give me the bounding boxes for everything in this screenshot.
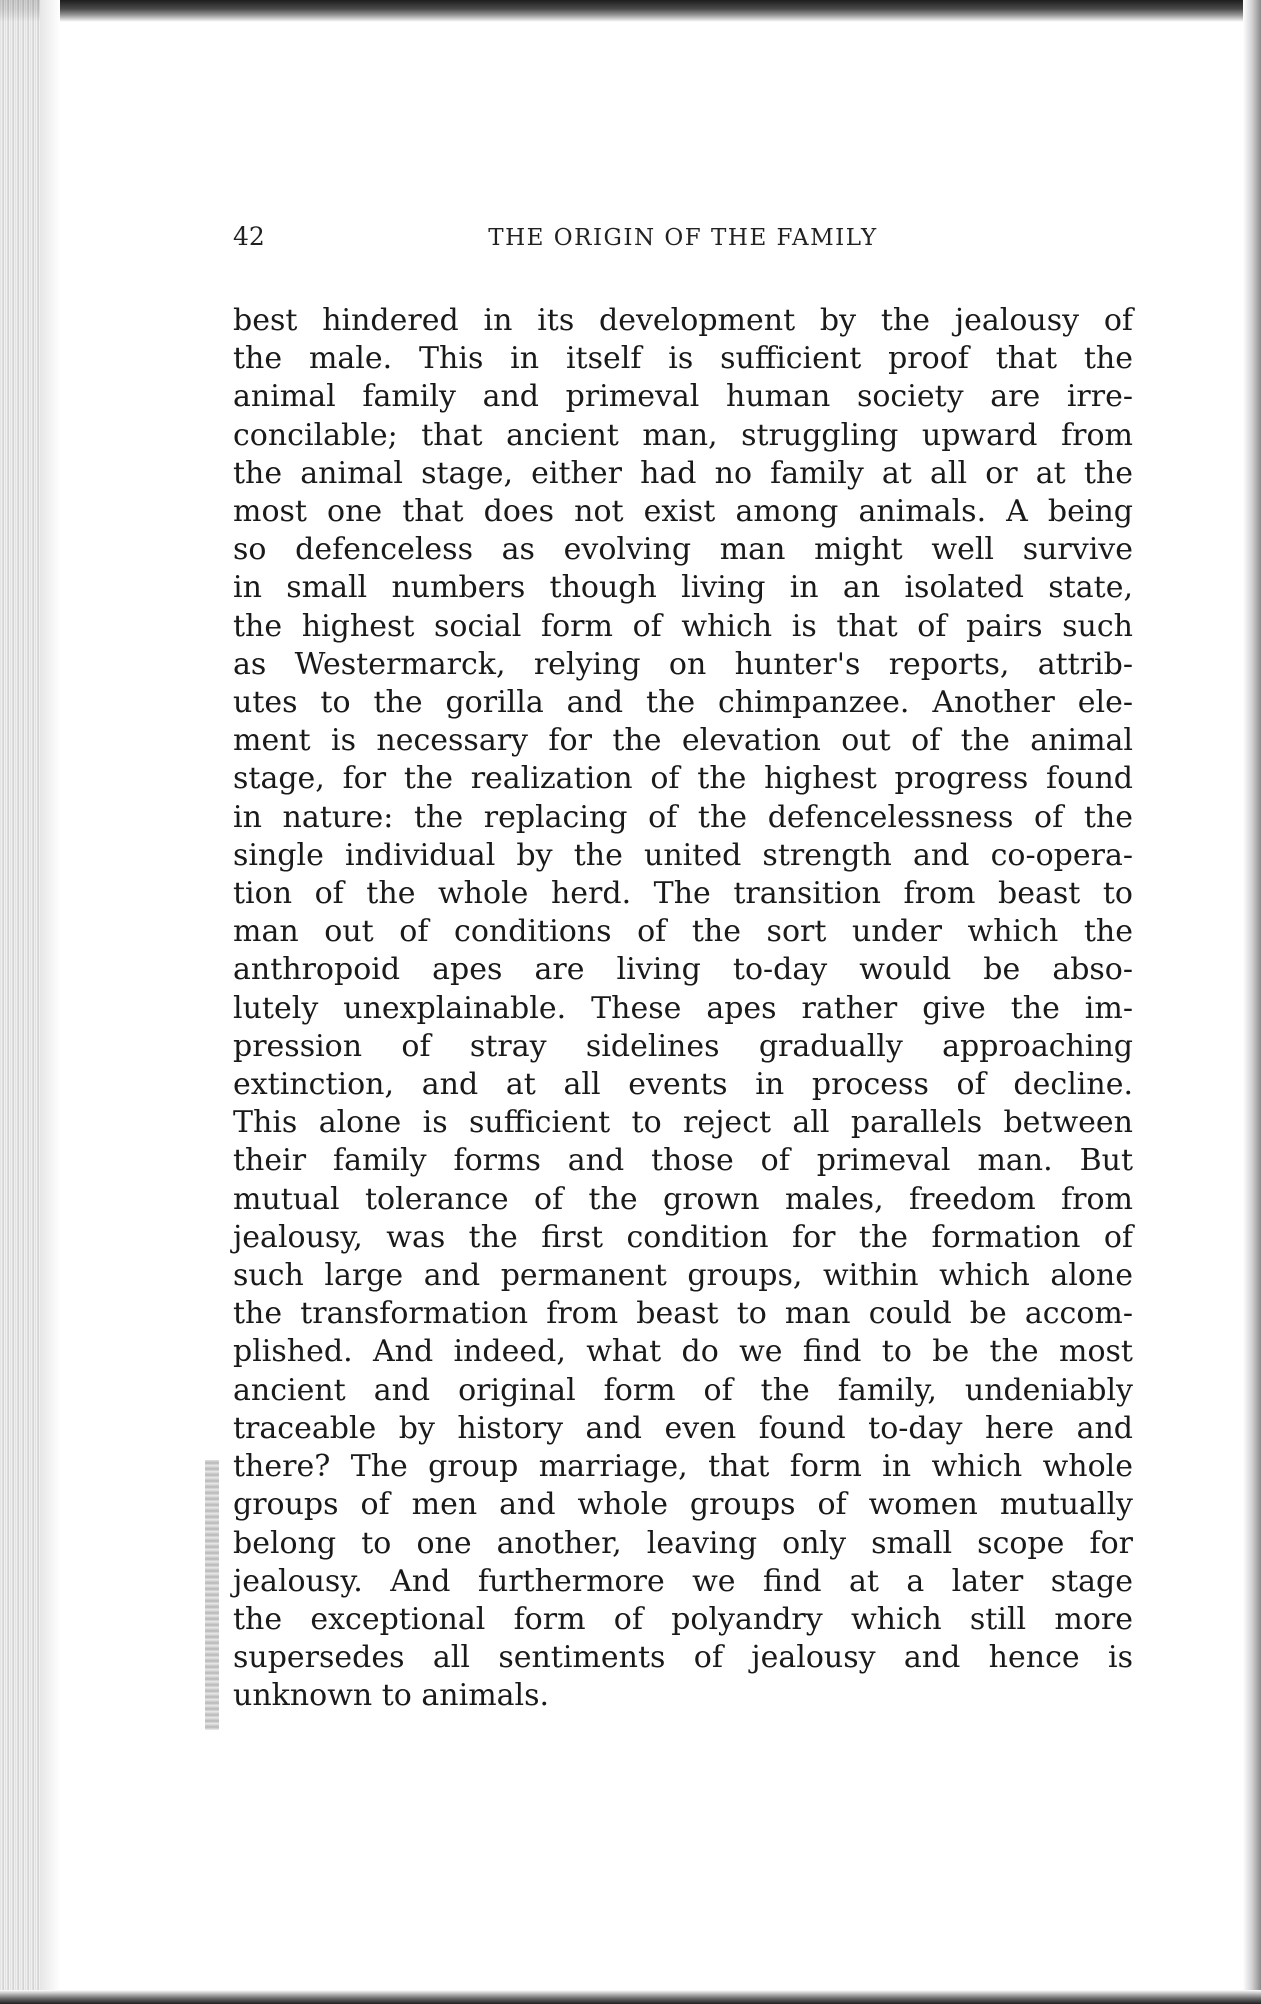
text-line: unknown to animals. [233, 1678, 550, 1714]
book-page [233, 222, 1133, 1716]
book-gutter-shadow [40, 0, 60, 2004]
text-line: stage, for the realization of the highest progress found [233, 761, 1133, 797]
text-line: their family forms and those of primeval man. But [233, 1143, 1133, 1179]
text-line: such large and permanent groups, within which alone [233, 1258, 1133, 1294]
text-line: This alone is sufficient to reject all parallels between [233, 1105, 1133, 1141]
text-line: pression of stray sidelines gradually approaching [233, 1028, 1133, 1064]
text-line: ment is necessary for the elevation out of the animal [233, 723, 1133, 759]
text-line: so defenceless as evolving man might well survive [233, 532, 1133, 568]
text-line: single individual by the united strength and co-opera- [233, 837, 1133, 873]
text-line: the exceptional form of polyandry which still more [233, 1601, 1133, 1637]
text-line: best hindered in its development by the jealousy of [233, 303, 1133, 338]
text-line: animal family and primeval human society are irre- [233, 379, 1133, 415]
text-line: the highest social form of which is that of pairs such [233, 608, 1133, 644]
running-head: THE ORIGIN OF THE FAMILY [488, 225, 878, 251]
scan-top-edge [0, 0, 1261, 22]
page-header [233, 222, 1133, 262]
page-number: 42 [233, 222, 265, 251]
text-line: extinction, and at all events in process of decline. [233, 1067, 1133, 1103]
text-line: traceable by history and even found to-day here and [233, 1410, 1133, 1446]
text-line: tion of the whole herd. The transition from beast to [233, 876, 1133, 912]
text-line: jealousy, was the first condition for the formation of [233, 1219, 1133, 1255]
text-line: the animal stage, either had no family at all or at the [233, 455, 1133, 491]
text-line: utes to the gorilla and the chimpanzee. Another ele- [233, 685, 1133, 721]
text-line: belong to one another, leaving only small scope for [233, 1525, 1133, 1561]
text-line: ancient and original form of the family, undeniably [233, 1372, 1133, 1408]
text-line: in small numbers though living in an isolated state, [233, 570, 1133, 606]
text-line: the male. This in itself is sufficient proof that the [233, 341, 1133, 377]
text-line: the transformation from beast to man could be accom- [233, 1296, 1133, 1332]
text-line: supersedes all sentiments of jealousy and hence is [233, 1640, 1133, 1676]
text-line: as Westermarck, relying on hunter's reports, attrib- [233, 646, 1133, 682]
margin-pencil-mark [205, 1460, 219, 1730]
text-line: there? The group marriage, that form in which whole [233, 1449, 1133, 1485]
text-line: anthropoid apes are living to-day would be abso- [233, 952, 1133, 988]
text-line: most one that does not exist among animals. A being [233, 494, 1133, 530]
text-line: mutual tolerance of the grown males, freedom from [233, 1181, 1133, 1217]
text-line: groups of men and whole groups of women mutually [233, 1487, 1133, 1523]
text-line: in nature: the replacing of the defencelessness of the [233, 799, 1133, 835]
text-line: jealousy. And furthermore we find at a later stage [233, 1563, 1133, 1599]
scan-bottom-edge [0, 1990, 1261, 2004]
text-line: concilable; that ancient man, struggling upward from [233, 417, 1133, 453]
page-right-edge [1243, 0, 1261, 2004]
body-paragraph [233, 302, 1133, 1716]
text-line: plished. And indeed, what do we find to be the most [233, 1334, 1133, 1370]
book-spine-edge [0, 0, 40, 2004]
text-line: lutely unexplainable. These apes rather give the im- [233, 990, 1133, 1026]
text-line: man out of conditions of the sort under which the [233, 914, 1133, 950]
